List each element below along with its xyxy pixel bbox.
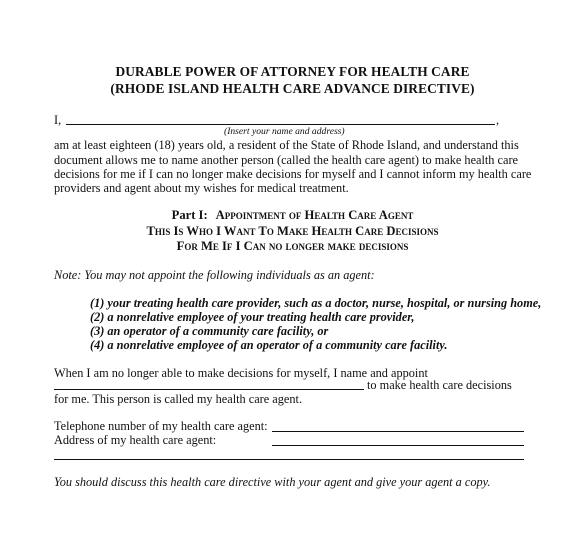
intro-line: am at least eighteen (18) years old, a resident of the State of Rhode Island, and understand this (54, 138, 519, 152)
list-item: (2) a nonrelative employee of your treating health care provider, (90, 310, 415, 324)
note-text: Note: You may not appoint the following individuals as an agent: (54, 268, 375, 282)
telephone-label: Telephone number of my health care agent: (54, 419, 268, 433)
list-item: (3) an operator of a community care facility, or (90, 324, 329, 338)
intro-prefix: I, (54, 113, 62, 127)
part1-heading-line3: For Me If I Can no longer make decisions (176, 239, 409, 253)
address-field[interactable] (272, 445, 524, 446)
part1-heading-line2: This Is Who I Want To Make Health Care Decisions (146, 224, 439, 238)
name-hint: (Insert your name and address) (224, 126, 345, 137)
list-item: (4) a nonrelative employee of an operator of a community care facility. (90, 338, 448, 352)
address-label: Address of my health care agent: (54, 433, 217, 447)
part1-heading-line1 (0, 208, 585, 223)
intro-line: providers and agent about my wishes for medical treatment. (54, 181, 349, 195)
appoint-text: When I am no longer able to make decisions for myself, I name and appoint (54, 366, 428, 380)
document-title: DURABLE POWER OF ATTORNEY FOR HEALTH CARE (115, 64, 470, 79)
intro-line: decisions for me if I can no longer make decisions for myself and I cannot inform my health care (54, 167, 532, 181)
appoint-suffix: to make health care decisions (367, 378, 512, 392)
part1-title: Appointment of Health Care Agent (215, 208, 414, 222)
part1-label: Part I: (171, 208, 208, 222)
intro-comma: , (496, 113, 500, 127)
telephone-field[interactable] (272, 431, 524, 432)
name-address-field[interactable] (66, 124, 495, 125)
footer-instruction: You should discuss this health care directive with your agent and give your agent a copy. (54, 475, 491, 489)
address-field-line2[interactable] (54, 459, 524, 460)
agent-name-field[interactable] (54, 389, 364, 390)
document-subtitle: (RHODE ISLAND HEALTH CARE ADVANCE DIRECTIVE) (110, 81, 475, 96)
appoint-line3: for me. This person is called my health care agent. (54, 392, 303, 406)
intro-line: document allows me to name another person (called the health care agent) to make health care (54, 153, 519, 167)
list-item: (1) your treating health care provider, such as a doctor, nurse, hospital, or nursing home, (90, 296, 542, 310)
